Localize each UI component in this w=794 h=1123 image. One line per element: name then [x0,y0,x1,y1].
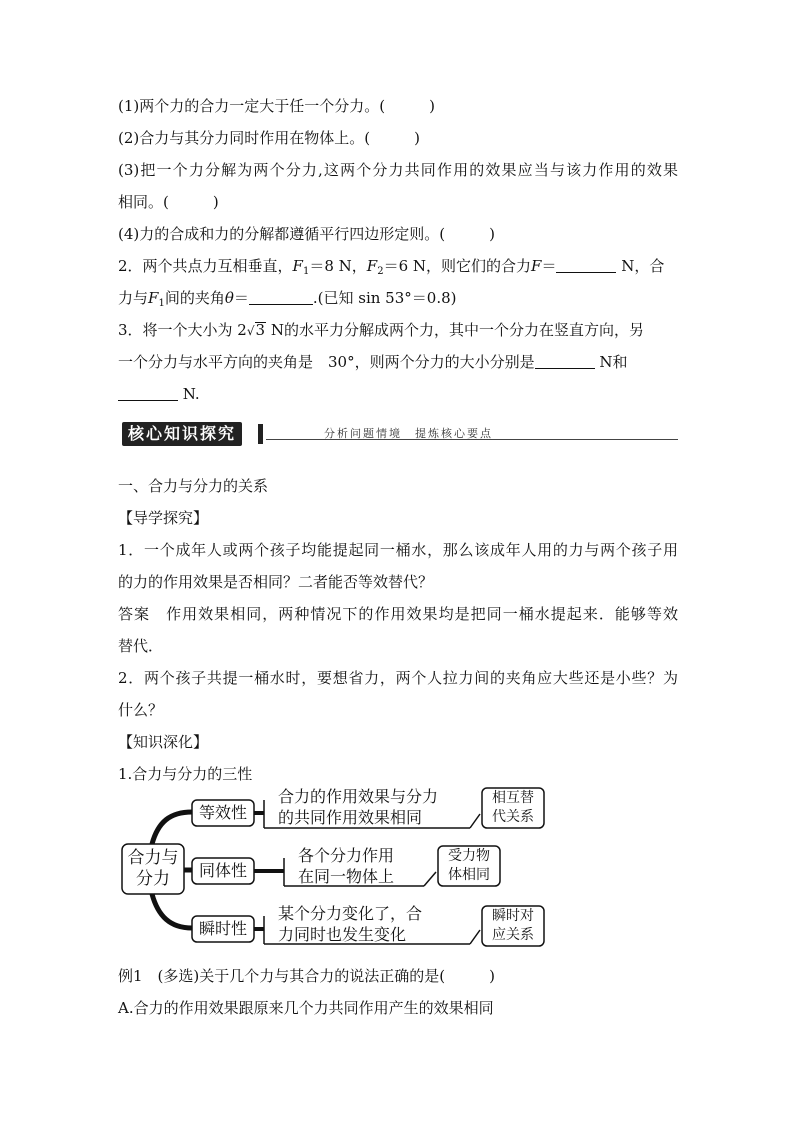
branch-tag: 瞬时对 应关系 [492,908,534,943]
question-1: (1)两个力的合力一定大于任一个分力。( ) [118,97,435,115]
branch-description: 各个分力作用 在同一物体上 [298,846,395,886]
branch-description: 合力的作用效果与分力 的共同作用效果相同 [278,787,439,827]
section-heading: 一、合力与分力的关系 [118,477,269,495]
problem-2-line1: 2．两个共点力互相垂直，$F_1=8$ N，$F_2=6$ N，则它们的合力F＝ N，合 [118,257,665,277]
diagram-center: 合力与 分力 [127,848,179,889]
problem-2-line2: 力与$F_1$间的夹角θ＝ .(已知 sin 53°＝0.8) [118,289,457,309]
banner-title: 核心知识探究 [122,422,242,446]
problem-3-line3: N. [118,384,678,404]
example-1-option-a: A.合力的作用效果跟原来几个力共同作用产生的效果相同 [118,999,494,1017]
answer-1-line1: 答案 作用效果相同，两种情况下的作用效果均是把同一桶水提起来．能够等效 [118,605,678,623]
answer-blank[interactable] [535,354,595,369]
problem-3-line1: 3．将一个大小为 2√3 N的水平力分解成两个力，其中一个分力在竖直方向，另 [118,321,644,339]
deepen-label: 【知识深化】 [118,733,209,751]
guide-question-2-line2: 什么？ [118,701,164,719]
question-3-line1: (3)把一个力分解为两个分力,这两个分力共同作用的效果应当与该力作用的效果 [118,161,678,179]
question-3-line2: 相同。( ) [118,193,219,211]
answer-blank[interactable] [118,386,178,401]
answer-blank[interactable] [556,258,616,273]
section-banner [118,422,678,448]
guide-question-1-line2: 的力的作用效果是否相同？二者能否等效替代？ [118,573,434,591]
guide-label: 【导学探究】 [118,509,209,527]
branch-tag: 相互替 代关系 [492,790,534,825]
question-2: (2)合力与其分力同时作用在物体上。( ) [118,129,420,147]
branch-name: 等效性 [198,803,247,822]
answer-blank[interactable] [249,290,313,305]
branch-description: 某个分力变化了，合 力同时也发生变化 [278,904,423,944]
answer-1-line2: 替代． [118,637,164,655]
problem-3-line2: 一个分力与水平方向的夹角是 30°，则两个分力的大小分别是 N和 [118,353,628,371]
question-4: (4)力的合成和力的分解都遵循平行四边形定则。( ) [118,225,495,243]
banner-subtitle: 分析问题情境 提炼核心要点 [324,427,493,440]
branch-name: 瞬时性 [198,919,247,938]
guide-question-2-line1: 2．两个孩子共提一桶水时，要想省力，两个人拉力间的夹角应大些还是小些？为 [118,669,678,687]
branch-name: 同体性 [198,861,247,880]
concept-diagram [118,786,558,956]
banner-bar [258,424,263,444]
guide-question-1-line1: 1．一个成年人或两个孩子均能提起同一桶水，那么该成年人用的力与两个孩子用 [118,541,678,559]
deepen-title: 1.合力与分力的三性 [118,765,253,783]
example-1: 例1 (多选)关于几个力与其合力的说法正确的是( ) [118,967,495,985]
branch-tag: 受力物 体相同 [448,848,490,883]
